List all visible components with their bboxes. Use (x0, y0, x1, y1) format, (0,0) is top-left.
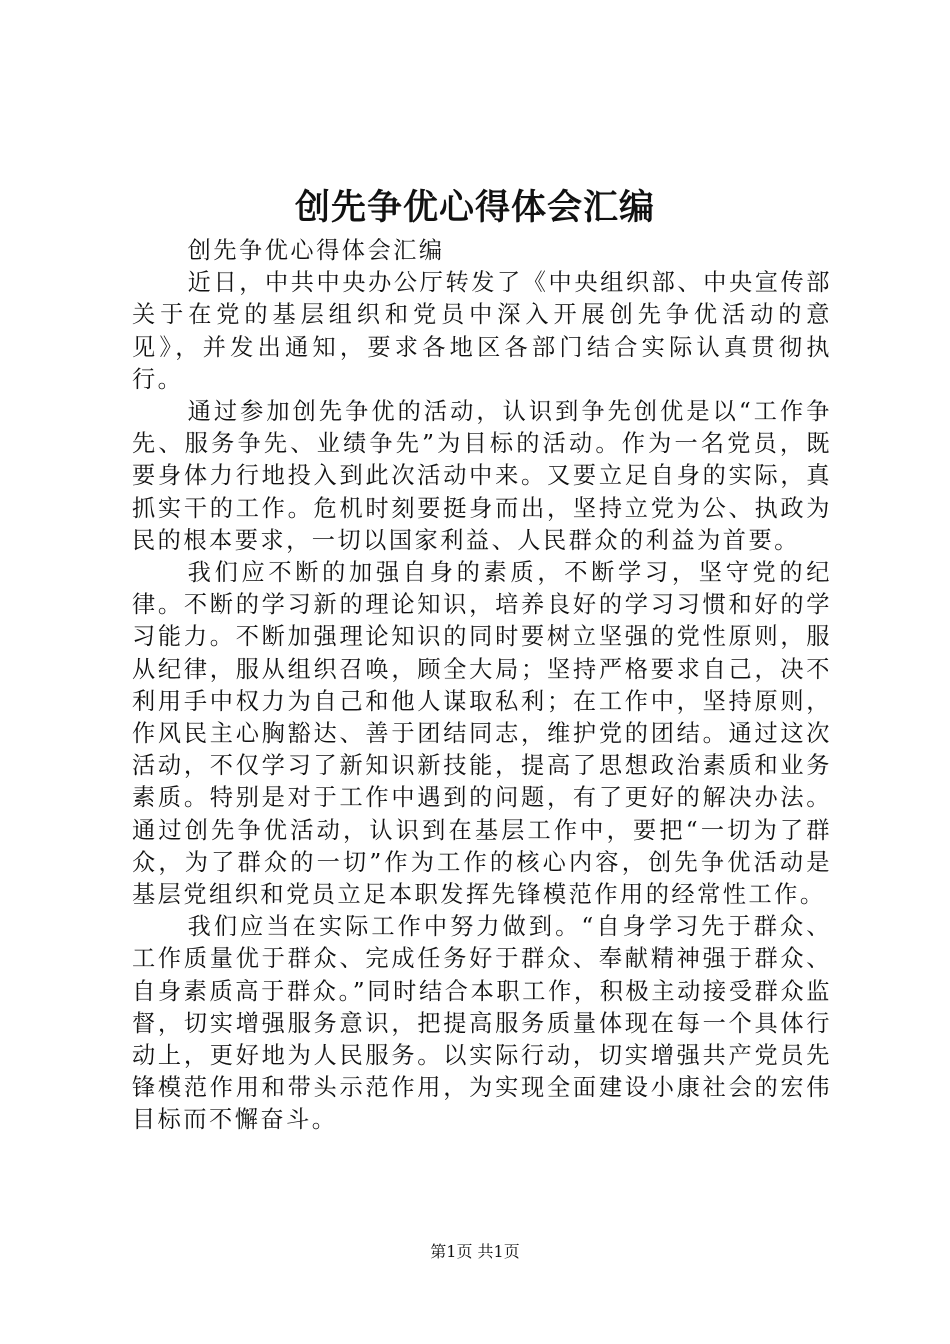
paragraph-2: 通过参加创先争优的活动，认识到争先创优是以“工作争先、服务争先、业绩争先”为目标的活动。作为一名党员，既要身体力行地投入到此次活动中来。又要立足自身的实际，真抓实干的工作。危机时刻要挺身而出，坚持立党为公、执政为民的根本要求，一切以国家利益、人民群众的利益为首要。 (132, 398, 832, 554)
paragraph-3: 我们应不断的加强自身的素质，不断学习，坚守党的纪律。不断的学习新的理论知识，培养良好的学习习惯和好的学习能力。不断加强理论知识的同时要树立坚强的党性原则，服从纪律，服从组织召唤，顾全大局；坚持严格要求自己，决不利用手中权力为自己和他人谋取私利；在工作中，坚持原则，作风民主心胸豁达、善于团结同志，维护党的团结。通过这次活动，不仅学习了新知识新技能，提高了思想政治素质和业务素质。特别是对于工作中遇到的问题，有了更好的解决办法。通过创先争优活动，认识到在基层工作中，要把“一切为了群众，为了群众的一切”作为工作的核心内容，创先争优活动是基层党组织和党员立足本职发挥先锋模范作用的经常性工作。 (132, 559, 832, 909)
document-title: 创先争优心得体会汇编 (294, 187, 655, 228)
paragraph-1: 近日，中共中央办公厅转发了《中央组织部、中央宣传部关于在党的基层组织和党员中深入开展创先争优活动的意见》，并发出通知，要求各地区各部门结合实际认真贯彻执行。 (132, 269, 832, 393)
paragraph-subtitle: 创先争优心得体会汇编 (187, 237, 445, 264)
document-body (132, 235, 832, 1137)
page-footer: 第1页 共1页 (430, 1242, 520, 1261)
paragraph-4: 我们应当在实际工作中努力做到。“自身学习先于群众、工作质量优于群众、完成任务好于群众、奉献精神强于群众、自身素质高于群众。”同时结合本职工作，积极主动接受群众监督，切实增强服务意识，把提高服务质量体现在每一个具体行动上，更好地为人民服务。以实际行动，切实增强共产党员先锋模范作用和带头示范作用，为实现全面建设小康社会的宏伟目标而不懈奋斗。 (132, 913, 832, 1134)
